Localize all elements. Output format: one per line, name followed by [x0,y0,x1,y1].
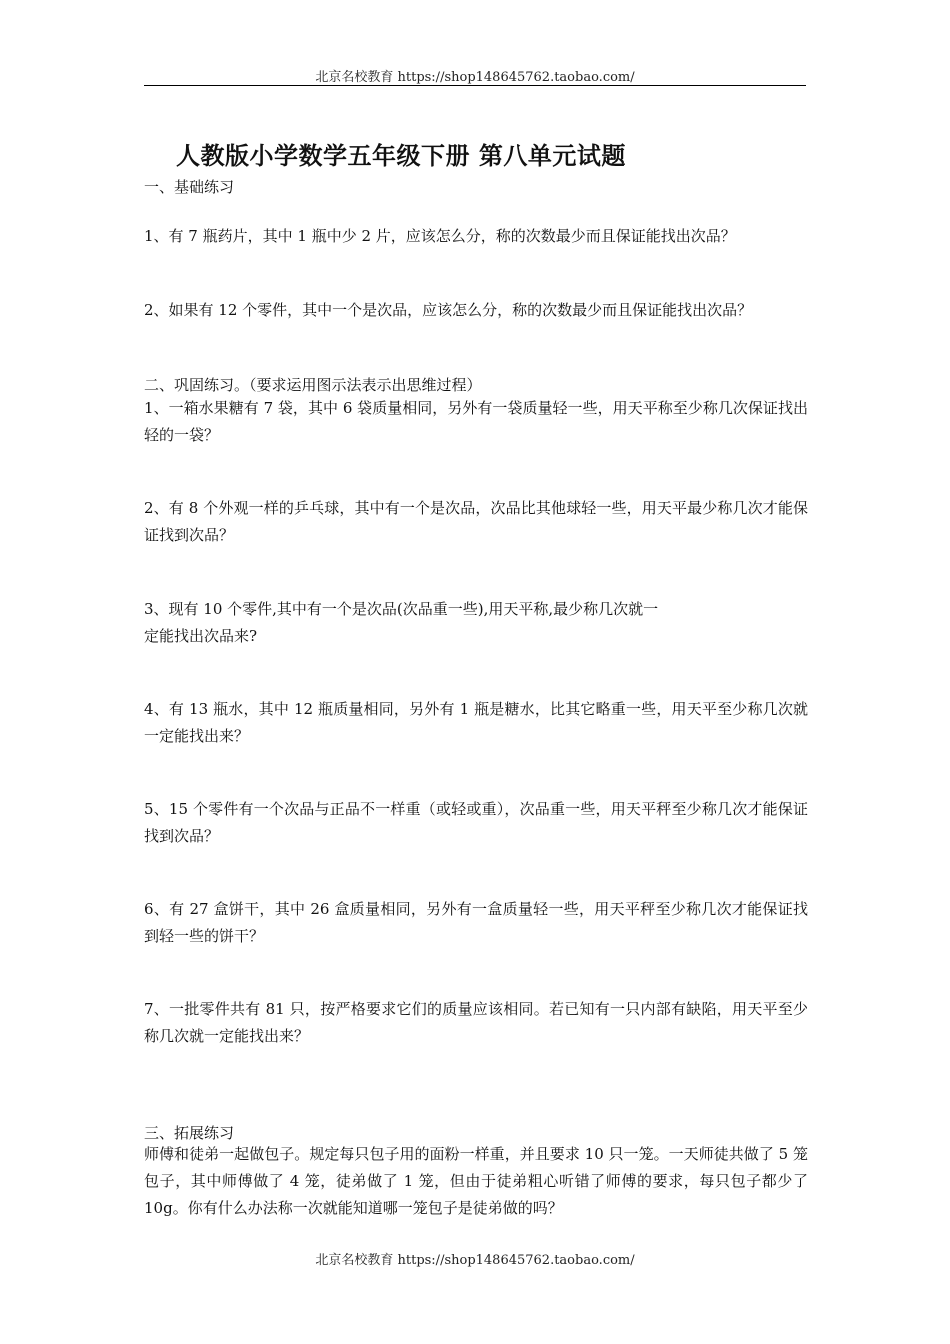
section-heading-consolidate: 二、巩固练习。（要求运用图示法表示出思维过程） [144,376,482,394]
question-2-1: 1、一箱水果糖有 7 袋，其中 6 袋质量相同，另外有一袋质量轻一些，用天平称至少称几次保证找出轻的一袋？ [144,399,808,444]
question-2-2: 2、有 8 个外观一样的乒乓球，其中有一个是次品，次品比其他球轻一些，用天平最少称几次才能保证找到次品？ [144,499,808,544]
question-2-7: 7、一批零件共有 81 只，按严格要求它们的质量应该相同。若已知有一只内部有缺陷，用天平至少称几次就一定能找出来？ [144,1000,808,1045]
question-1-1: 1、有 7 瓶药片，其中 1 瓶中少 2 片，应该怎么分，称的次数最少而且保证能找出次品？ [144,227,736,245]
question-2-5: 5、15 个零件有一个次品与正品不一样重（或轻或重），次品重一些，用天平秤至少称几次才能保证找到次品？ [144,800,808,845]
section-heading-basic: 一、基础练习 [144,178,235,196]
page-footer: 北京名校教育 https://shop148645762.taobao.com/ [315,1253,635,1268]
page-header: 北京名校教育 https://shop148645762.taobao.com/ [315,70,635,85]
question-2-4: 4、有 13 瓶水，其中 12 瓶质量相同，另外有 1 瓶是糖水，比其它略重一些，用天平至少称几次就一定能找出来？ [144,700,808,745]
question-1-2: 2、如果有 12 个零件，其中一个是次品，应该怎么分，称的次数最少而且保证能找出次品？ [144,301,753,319]
page-title: 人教版小学数学五年级下册 第八单元试题 [176,141,626,170]
header-rule [144,85,806,86]
section-heading-extend: 三、拓展练习 [144,1124,235,1142]
question-2-3-line2: 定能找出次品来? [144,627,258,645]
question-2-6: 6、有 27 盒饼干，其中 26 盒质量相同，另外有一盒质量轻一些，用天平秤至少称几次才能保证找到轻一些的饼干？ [144,900,808,945]
question-2-3-line1: 3、现有 10 个零件,其中有一个是次品(次品重一些),用天平称,最少称几次就一 [144,600,659,618]
extension-problem: 师傅和徒弟一起做包子。规定每只包子用的面粉一样重，并且要求 10 只一笼。一天师徒共做了 5 笼包子，其中师傅做了 4 笼，徒弟做了 1 笼，但由于徒弟粗心听错了师傅的要求，每只包子都少了 10g。你有什么办法称一次就能知道哪一笼包子是徒弟做的吗？ [144,1145,808,1217]
